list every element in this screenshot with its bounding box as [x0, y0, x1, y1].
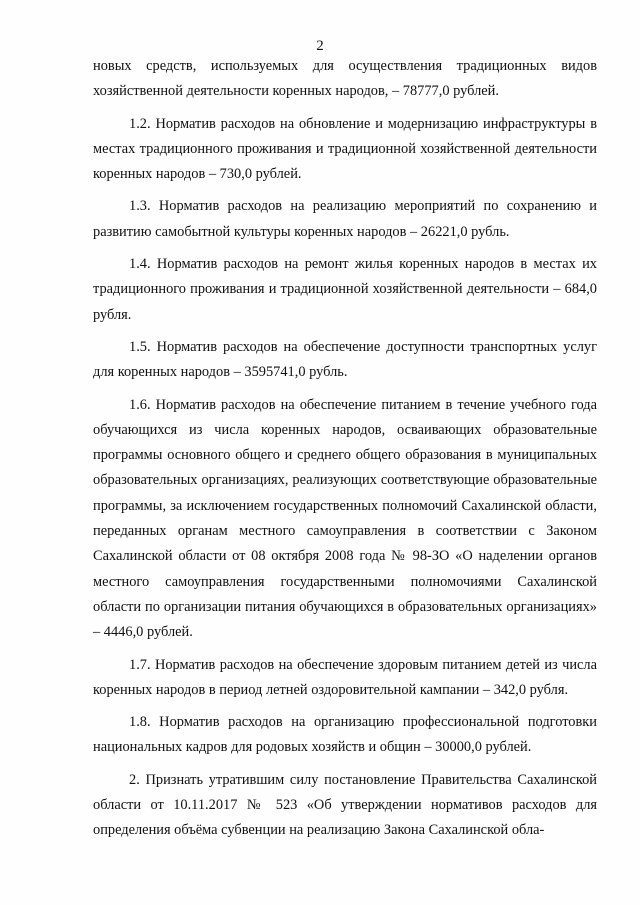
paragraph-1-5: 1.5. Норматив расходов на обеспечение доступности транспортных услуг для коренных народов – 3595741,0 рубль.: [93, 338, 597, 381]
document-body: [93, 54, 597, 851]
paragraph-1-8: 1.8. Норматив расходов на организацию профессиональной подготовки национальных кадров для родовых хозяйств и общин – 30000,0 рублей.: [93, 714, 597, 756]
paragraph-1-7: 1.7. Норматив расходов на обеспечение здоровым питанием детей из числа коренных народов в период летней оздоровительной кампании – 342,0 рубля.: [93, 656, 597, 698]
paragraph-1-6: 1.6. Норматив расходов на обеспечение питанием в течение учебного года обучающихся из числа коренных народов, осваивающих образовательные программы основного общего и среднего общего образования в муниципальных образовательных организациях, реализующих соответствующие образовательные программы, за исключением государственных полномочий Сахалинской области, переданных органам местного самоуправления в соответствии с Законом Сахалинской области от 08 октября 2008 года № 98-ЗО «О наделении органов местного самоуправления государственными полномочиями Сахалинской области по организации питания обучающихся в образовательных организациях» – 4446,0 рублей.: [93, 396, 597, 641]
paragraph-1-3: 1.3. Норматив расходов на реализацию мероприятий по сохранению и развитию самобытной культуры коренных народов – 26221,0 рубль.: [93, 198, 597, 240]
paragraph-1-4: 1.4. Норматив расходов на ремонт жилья коренных народов в местах их традиционного проживания и традиционной хозяйственной деятельности – 684,0 рубля.: [93, 256, 597, 323]
page-number: 2: [316, 38, 324, 54]
paragraph-continuation: новых средств, используемых для осуществления традиционных видов хозяйственной деятельности коренных народов, – 78777,0 рублей.: [93, 58, 597, 100]
paragraph-1-2: 1.2. Норматив расходов на обновление и модернизацию инфраструктуры в местах традиционного проживания и традиционной хозяйственной деятельности коренных народов – 730,0 рублей.: [93, 115, 597, 183]
paragraph-2: 2. Признать утратившим силу постановление Правительства Сахалинской области от 10.11.2017 № 523 «Об утверждении нормативов расходов для определения объёма субвенции на реализацию Закона Сахалинской обла-: [93, 771, 597, 839]
